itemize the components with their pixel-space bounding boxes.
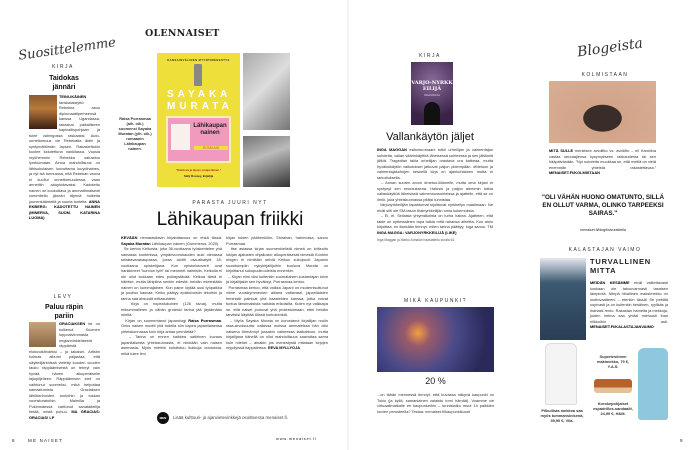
cover-quote-by: Sally Rooney, kirjailija — [183, 174, 214, 178]
record-kicker: LEVY — [53, 294, 73, 300]
blogs-script-heading: Blogeista — [576, 35, 644, 61]
city-percent: 20 % — [425, 376, 446, 386]
blogs-kicker: KOLMISTAAN — [581, 72, 629, 78]
book2-text: INGA MAGGAN esikoisromaani tutkii urheilijan ja valmentajan suhdetta, vallan väärinkäyttöä läheisessä suhteessa ja sen jättämiä jälkiä. Tragedian takia urheilijan orastava ura katkeaa, mutta hyväksikäytön vaikutukset jatkuvat paljon pidempään. #Metoon ja valmentajakohujen keskellä kirja on ajankohtainen mutta ei tarkoituksella. – Annan suuren arvon #metoo-liikkeelle, mutta oma kirjani ei syntynyt sen seurauksena. Halusin ja paljon aiemmin tutkia vallankäyttöä läheisissä valmennussuhteissa ja ajattelin, että se on ilmiö, joka yhteiskunnassa pitäisi tunnistaa. Varjonyrkkeilijän tapahtumat sijoittuvat nyrkkeilyn maailmaan. Ne eivät silti ole SM-tason thainyrkkeilijän omia kokemuksia. – Ei, ei. Sellaisia yhtymäkohtia on turha hakea. Ajattelen, että taide on optimaalinen tapa tutkia mitä rahansa aiheitta. Kun aloin kirjoittaa, en itsekään tiennyt, miten tarina päättyy, Inga sanoo. TM INGA MAGGA: VARJONYRKKEILIJÄ (LIKE) Inga Maggan ja Marko Annalan haastattelu sivulla 62. — [377, 147, 494, 242]
cover-sub: ROMAANI — [194, 146, 228, 150]
footer-magazine-name: ME NAISET — [28, 438, 64, 443]
book2-title: Vallankäytön jäljet — [386, 131, 474, 143]
cover-quote: "Kiehtova ja täysin omaperäinen." — [175, 168, 222, 172]
cover-top-text: KANSAINVÄLINEN MYYNTIMENESTYS — [167, 59, 230, 62]
promo-text: Lisää kulttuuri- ja ajanvietevinkkejä osoitteessa menaiset.fi. — [173, 415, 288, 420]
book1-title: Taidokas jännäri — [49, 75, 79, 91]
product-caption-1: Pilkullista mekkoa saa myös tummansinisenä, 39,90 €, Vila. — [540, 408, 584, 423]
page-fold — [347, 0, 349, 450]
feature-author: EEVA MYLLYOJA — [267, 345, 301, 350]
cover-author: SAYAKA MURATA — [167, 89, 233, 112]
translator-photo — [243, 136, 290, 187]
blue-dress-product — [638, 348, 668, 420]
blogger-photo — [549, 81, 656, 143]
cover-badge — [166, 116, 231, 163]
blog-quote-link[interactable]: menaiset.fi/blogit/sivuraiteilla — [580, 228, 626, 232]
feature-kicker: PARASTA JUURI NYT — [192, 200, 268, 206]
book1-credit: ANNA EKBERG: KADOTETTU NAINEN (MINERVA, SUOM. KATARINA LUOMA) — [29, 198, 100, 220]
sandals-product — [594, 379, 632, 393]
photo-caption: Raisa Porrasmaa (alh. oik.) suomensi Sayaka Muratan (ylh. oik.) romaanin Lähikaupan nainen. — [118, 116, 152, 151]
fashion-text: MEIDÄN KESÄMME eivät valitettavasti koskaan ole takuuvarmasti tasaisen lämpimiä. Niinpä hihallinen maksimekko on luottovaatteeni – etenkin tässä! Se peittää sopivasti ja on kuitenkin kesäinen, ryylikäs ja ihanasti rento. Rakastan hameita ja mekkoja, joiden helma saa yhtää mieluusti ihan nilkkoihin asti. MENAISET.FI/KALASTAJANVAIMO — [590, 280, 668, 329]
badge-clip-icon — [194, 64, 202, 86]
record-text: GRACIAKSEN tie on kulkenut Suomen luppoaivimmasta englanninkielisestä räppäristä elokuvatähdeksi – ja takaisin. Artistin kolmas albumi paljastaa, että näyttelijäntöissä vietetty kuuden vuoden tauko räppäämisestä on tehnyt vain hyvää hänen alkuperäiselle lajiopiljelleen. Räppäämisen kieli on vaihtunut suomeksi, mikä helpottaa samastumista Graciaksen lähiötarinoiden tuntoihin ja tuskan vuoristoratoihin. Malmilla ja Pukinmäessä varttunut sanataiteilija tietää, mistä puhuu. MA GRACIAS: GRACIAS! LP — [29, 321, 100, 420]
feature-col2: kirjan toisen päähenkilön, Shirahan, hahmossa, sanoo Porrasmaa. Itse asiassa kirjan suomenkielistä nimeä on kritisoitu lukijan ajatusten ohjailusta; alkuperäisestä nimestä Konbini ningen ei nimittäin selviä Keikon sukupuoli. Japanin suosituimpiin nykykirjailijoihin kuuluva Murata on kirjoittanut sukupuolirooleista ennenkin. – Kirjan nimi olisi kuitenkin suomalaisen kustantajan toive ja kirjailijakin sen hyväksyi, Porrasmaa kertoo. Porrasmaa kertoo, että vaikka Japani on modernisoitunut viime vuosikymmenien aikana valtavasti, japanilaisten feministit painivat yhä haasteiden kanssa, jotka voivat tuntua länsimaisista naisista erikoisilta. Kuten nyt vaikkapa se, että naiset joutuvat yhä protestoimaan, ettei heidän tarvitsisi käyttää töissä korkokenkiä. – Myös Sayaka Murata on korostanut kirjailijan roolin rasa-arvoisuutta: kaikissa muissa ammateissa hän olisi naisena törmännyt jossakin vaiheessa lasikattoon, mutta kirjailijana hänellä on ollut mahdollisuus saavuttaa sama kuin miehet – ainakin jos menestystä mitataan kirjojen myydyissä kappaleissa. EEVA MYLLYOJA — [226, 235, 328, 350]
city-kicker: MIKÄ KAUPUNKI? — [404, 298, 467, 304]
book-cover-lahikaupan-nainen — [157, 53, 240, 187]
feature-col1: KEVÄÄN riemastuttavin kirjatuttavuus on ehkä tässä: Sayaka Muratan Lähikaupan nainen (Gummerus, 2020). Se kertoo Keikosta, joka 36-vuotiaana työskentelee yhä samassa konbinissa, ympärivuorokauden auki olevassa sekatavarakaupassa, jossa aloitti osa-aikatyöt 18-vuotiaana opiskelijana. Kun opiskelutoverit ovat hankkineet ”kunnon työt” tai menneet naimisiin, Keikolla ei ole ollut koskaan edes poikaystävää. Keikoa tämä ei häiritse, mutta lähipiiria senkin edestä: heidän mielestään nainen on kummajainen. Kun paine löytää uusi työpaikka ja puoliso kasvaa, Keiko päätyy epätoivoisiin tekoihin ja tarina saa absurdit mittasuhteet. Kirja on nopealukuinen (126 sivua), mutta erikummallinen ja vähän groteski tarina jää jäytämään mieltä. Kirjan on suomentanut japanologi Raisa Porrasmaa. Onko naisen muotti yhä todella niin kapea japanilaisessa yhteiskunnassa kuin kirja antaa ymmärtää? – Tarina on ennen kaikkea satiirinen kuvaus japanilaisesta yhteiskunnasta, ei niinkään vain naisen asemasta. Myös miehiin kohdistuu tiukkoja odotuksia, mikä tulee ilmi — [121, 235, 222, 356]
book1-lead: TEINI-IKÄINEN — [59, 94, 87, 99]
record-lead: GRACIAKSEN — [59, 321, 86, 326]
book1-text: TEINI-IKÄINEN tanskalaistyttö Rebekka asuu diplomaattiperheensä kanssa Ugandassa, rakastuu paikalliseen kapinallispohjaan ja tulee vahingossa raskaaksi. Auto-onnettomuus vie Rebekalta äidin ja syntymättömän lapsen. Rakastettukin kuolee kidutettuna vankilassa. Vuosia myöhemmin Rebekka sairastuu lymfoomaan. Ainoa mahdollisuus on lähisukulaisen luovuttama luuydinaines, ja nyt isä tunnustaa, että Rebekan vauva ei kuollut onnettomuudessa, vaan annettiin adoptoitavaksi. Kadotettu nainen on koukuttava ja ammattimaisesti sommiteltu jännäri täynnä hulkeita juonenkäänteitä ja suuria tunteita. ANNA EKBERG: KADOTETTU NAINEN (MINERVA, SUOM. KATARINA LUOMA) — [29, 94, 100, 220]
book2-credit: INGA MAGGA: VARJONYRKKEILIJÄ (LIKE) — [377, 229, 457, 235]
dotted-dress-product — [545, 343, 577, 405]
recommend-script-heading: Suosittelemme — [17, 35, 117, 64]
record-credit: MA GRACIAS: GRACIAS! LP — [29, 409, 100, 420]
footer-url[interactable]: www.menaiset.fi — [276, 436, 317, 441]
author-photo — [243, 53, 290, 130]
book2-note: Inga Maggan ja Marko Annalan haastattelu sivulla 62. — [377, 238, 456, 242]
blog-quote: "OLI VÄHÄN HUONO OMATUNTO, SILLÄ EN OLLUT VARMA, OLINKO TARPEEKSI SAIRAS." — [541, 194, 665, 217]
record-title: Paluu räpin pariin — [44, 304, 84, 320]
silhouette-image — [424, 102, 440, 125]
blogs-text: MITÄ SULLE merkitsee avioliitto vs. avoliitto – eli Karoliina vastaa seuraajiensa kysymykseen rakkaudesta tai sen hääpäivänään. ”Nyt suhdetta muokkaa se, että meillä on vielä enemmän yhteistä rakastettavaa.” MENAISET.FI/KOLMISTAAN — [549, 148, 657, 175]
product-caption-3: Korokepohjaiset espadrillos-sandaalit, 24,99 €, H&M. — [593, 401, 633, 416]
book2-cover-title: VARJO-NYRKKEILIJÄ — [411, 80, 453, 92]
book1-kicker: KIRJA — [52, 64, 74, 70]
page-number-left: 8 — [12, 438, 15, 443]
fashion-kicker: KALASTAJAN VAIMO — [568, 247, 642, 253]
cover-portrait-image — [171, 124, 190, 150]
section-title: OLENNAISET — [145, 28, 220, 39]
book2-cover-author: INGA MAGGA — [424, 94, 440, 97]
fashion-title: TURVALLINEN MITTA — [590, 257, 652, 275]
menaiset-logo-icon: MEN — [157, 412, 169, 424]
page-number-right: 9 — [680, 438, 683, 443]
product-caption-2: Supertesöinen makimekko, 79 €, Y.A.S. — [596, 354, 629, 369]
city-text: ...on tähän mennessä tiennyt, että kuvassa näkyvä kaupunki on Tokio (ja kyllä, samanlainen valaistu torni hämää). Voamme vie virtuaalimatkalle eri kaupunkeihin – tunnistatko muut 14 paikkien kuvien perusteella? Testaa: menaiset.fi/kaupunkikuvat — [377, 392, 494, 414]
tokyo-city-photo — [377, 307, 494, 372]
cover-title: Lähikaupan nainen — [193, 123, 227, 136]
book2-cover — [411, 62, 453, 125]
blogger-dress-photo — [540, 258, 586, 340]
feature-title: Lähikaupan friikki — [156, 209, 304, 230]
book2-kicker: KIRJA — [419, 53, 441, 59]
